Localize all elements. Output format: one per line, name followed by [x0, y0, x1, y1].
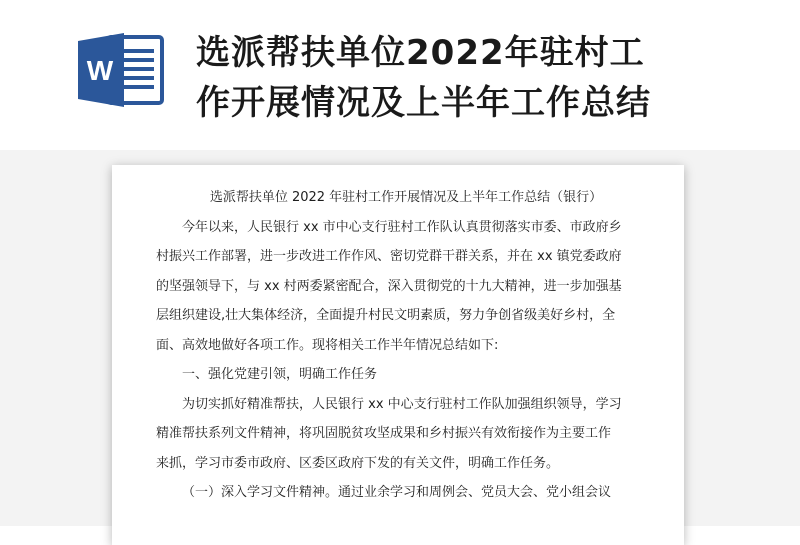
paragraph-line: 精准帮扶系列文件精神，将巩固脱贫攻坚成果和乡村振兴有效衔接作为主要工作	[156, 426, 612, 441]
document-heading: 选派帮扶单位 2022 年驻村工作开展情况及上半年工作总结（银行）	[209, 190, 603, 205]
document-body	[156, 183, 656, 508]
paragraph-line: （一）深入学习文件精神。通过业余学习和周例会、党员大会、党小组会议	[182, 485, 612, 500]
word-icon	[78, 33, 164, 107]
page-title-line-1: 选派帮扶单位2022年驻村工	[196, 33, 645, 73]
paragraph-line: 今年以来，人民银行 xx 市中心支行驻村工作队认真贯彻落实市委、市政府乡	[182, 219, 622, 235]
page-title	[196, 28, 756, 128]
header-banner	[0, 0, 800, 150]
document-page[interactable]	[112, 165, 684, 545]
paragraph-line: 来抓，学习市委市政府、区委区政府下发的有关文件，明确工作任务。	[156, 455, 560, 471]
paragraph-line: 村振兴工作部署，进一步改进工作作风、密切党群干群关系，并在 xx 镇党委政府	[156, 249, 622, 264]
paragraph-line: 面、高效地做好各项工作。现将相关工作半年情况总结如下:	[156, 337, 499, 353]
paragraph-line: 为切实抓好精准帮扶，人民银行 xx 中心支行驻村工作队加强组织领导，学习	[182, 396, 622, 412]
section-heading: 一、强化党建引领，明确工作任务	[182, 367, 378, 382]
word-icon-letter: W	[86, 55, 114, 86]
paragraph-line: 层组织建设,壮大集体经济，全面提升村民文明素质，努力争创省级美好乡村，全	[156, 308, 616, 323]
page-title-line-2: 作开展情况及上半年工作总结	[196, 83, 651, 123]
paragraph-line: 的坚强领导下，与 xx 村两委紧密配合，深入贯彻党的十九大精神，进一步加强基	[156, 278, 622, 294]
